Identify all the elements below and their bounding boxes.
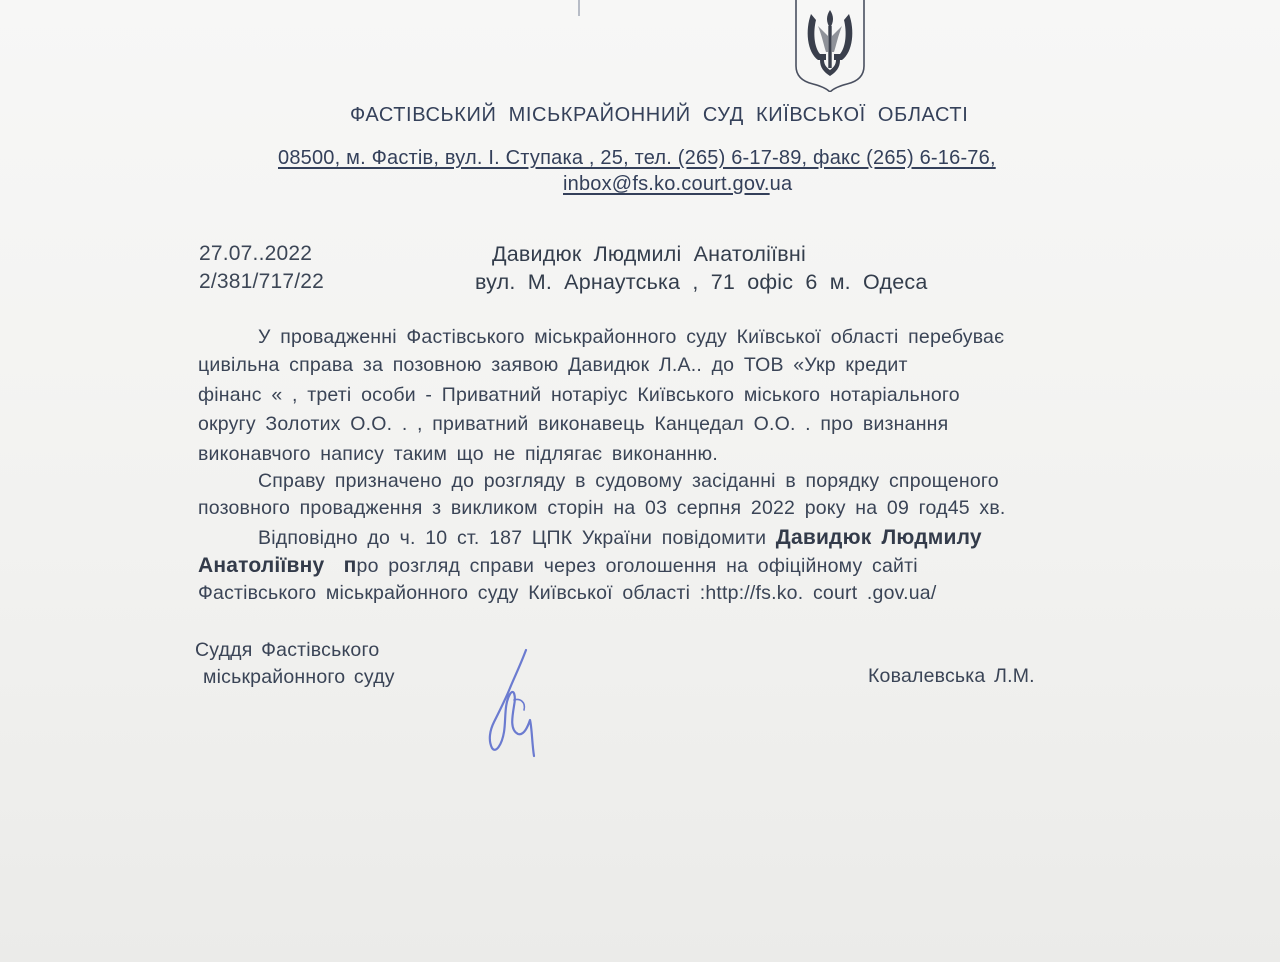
fold-mark [578,0,580,16]
body-text: Відповідно до ч. 10 ст. 187 ЦПК України повідомити [258,527,767,549]
court-email-suffix: ua [769,173,793,195]
body-line [198,554,918,578]
recipient-name: Давидюк Людмилі Анатоліївні [492,242,806,266]
judge-name: Ковалевська Л.М. [868,665,1035,687]
judge-role: міськрайонного суду [203,666,395,688]
body-line: округу Золотих О.О. . , приватний виконавець Канцедал О.О. . про визнання [198,413,949,435]
recipient-address: вул. М. Арнаутська , 71 офіс 6 м. Одеса [475,270,928,294]
judge-role: Суддя Фастівського [195,639,380,661]
handwritten-signature [480,648,550,760]
recipient-patronymic-bold: Анатоліївну [198,554,325,577]
court-email-line [563,173,792,196]
court-title: ФАСТІВСЬКИЙ МІСЬКРАЙОННИЙ СУД КИЇВСЬКОЇ ОБЛАСТІ [350,104,969,126]
letter-date: 27.07..2022 [199,242,313,265]
body-line: Фастівського міськрайонного суду Київської області :http://fs.ko. court .gov.ua/ [198,582,937,604]
recipient-name-bold: Давидюк Людмилу [775,526,982,549]
trident-emblem-icon [793,0,867,92]
body-line [258,526,982,550]
letter-number: 2/381/717/22 [199,270,325,293]
body-line: цивільна справа за позовною заявою Давидюк Л.А.. до ТОВ «Укр кредит [198,354,908,376]
body-line: фінанс « , треті особи - Приватний нотаріус Київського міського нотаріального [198,384,960,406]
body-line: У провадженні Фастівського міськрайонного суду Київської області перебуває [258,326,1005,348]
body-line: Справу призначено до розгляду в судовому засіданні в порядку спрощеного [258,470,999,492]
body-text: ро розгляд справи через оголошення на офіційному сайті [356,555,918,577]
court-address: 08500, м. Фастів, вул. І. Ступака , 25, тел. (265) 6-17-89, факс (265) 6-16-76, [278,147,996,169]
bold-letter: п [343,554,357,577]
body-line: позовного провадження з викликом сторін на 03 серпня 2022 року на 09 год45 хв. [198,497,1006,519]
body-line: виконавчого напису таким що не підлягає виконанню. [198,443,718,465]
court-email: inbox@fs.ko.court.gov. [563,173,770,195]
